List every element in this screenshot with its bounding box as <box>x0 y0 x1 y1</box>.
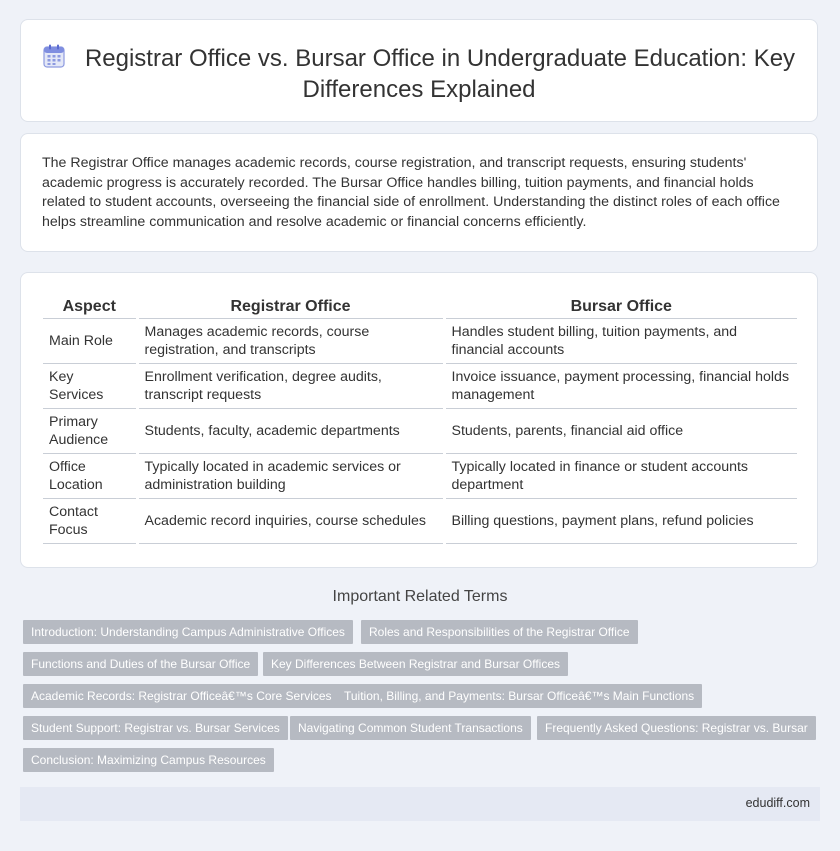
cell-registrar: Students, faculty, academic departments <box>137 409 444 454</box>
cell-bursar: Students, parents, financial aid office <box>444 409 797 454</box>
calendar-icon <box>43 44 65 75</box>
related-term-tag[interactable]: Student Support: Registrar vs. Bursar Services <box>23 716 288 740</box>
footer-site-link[interactable]: edudiff.com <box>745 796 810 810</box>
cell-aspect: Key Services <box>43 364 137 409</box>
related-term-tag[interactable]: Introduction: Understanding Campus Administrative Offices <box>23 620 353 644</box>
table-row <box>43 454 797 499</box>
table-row <box>43 364 797 409</box>
cell-registrar: Enrollment verification, degree audits, transcript requests <box>137 364 444 409</box>
comparison-table <box>43 295 797 544</box>
intro-card <box>20 133 818 252</box>
cell-aspect: Main Role <box>43 319 137 364</box>
header-registrar: Registrar Office <box>137 295 444 319</box>
cell-registrar: Academic record inquiries, course schedules <box>137 499 444 544</box>
cell-bursar: Billing questions, payment plans, refund policies <box>444 499 797 544</box>
table-header-row <box>43 295 797 319</box>
related-term-tag[interactable]: Tuition, Billing, and Payments: Bursar Officeâ€™s Main Functions <box>336 684 702 708</box>
related-term-tag[interactable]: Navigating Common Student Transactions <box>290 716 531 740</box>
page-title: Registrar Office vs. Bursar Office in Undergraduate Education: Key Differences Explained <box>84 45 796 103</box>
related-term-tag[interactable]: Academic Records: Registrar Officeâ€™s Core Services <box>23 684 340 708</box>
table-row <box>43 499 797 544</box>
cell-aspect: Contact Focus <box>43 499 137 544</box>
related-terms-heading: Important Related Terms <box>332 588 508 605</box>
footer <box>20 787 820 821</box>
header-aspect: Aspect <box>43 295 137 319</box>
cell-bursar: Typically located in finance or student accounts department <box>444 454 797 499</box>
comparison-table-card <box>20 272 818 568</box>
related-term-tag[interactable]: Frequently Asked Questions: Registrar vs. Bursar <box>537 716 816 740</box>
cell-bursar: Invoice issuance, payment processing, financial holds management <box>444 364 797 409</box>
related-term-tag[interactable]: Roles and Responsibilities of the Registrar Office <box>361 620 638 644</box>
intro-paragraph: The Registrar Office manages academic records, course registration, and transcript requests, ensuring students' academic progress is accurately recorded. The Bursar Office handles billing, tuition payments, and financial holds related to student accounts, overseeing the financial side of enrollment. Understanding the distinct roles of each office helps streamline communication and resolve academic or financial concerns efficiently. <box>42 155 780 230</box>
cell-bursar: Handles student billing, tuition payments, and financial accounts <box>444 319 797 364</box>
cell-aspect: Office Location <box>43 454 137 499</box>
cell-aspect: Primary Audience <box>43 409 137 454</box>
table-row <box>43 409 797 454</box>
header-bursar: Bursar Office <box>444 295 797 319</box>
related-term-tag[interactable]: Functions and Duties of the Bursar Office <box>23 652 258 676</box>
table-row <box>43 319 797 364</box>
related-term-tag[interactable]: Conclusion: Maximizing Campus Resources <box>23 748 274 772</box>
cell-registrar: Typically located in academic services or administration building <box>137 454 444 499</box>
page-title-wrap <box>41 44 797 104</box>
header-card <box>20 19 818 122</box>
cell-registrar: Manages academic records, course registration, and transcripts <box>137 319 444 364</box>
related-term-tag[interactable]: Key Differences Between Registrar and Bursar Offices <box>263 652 568 676</box>
